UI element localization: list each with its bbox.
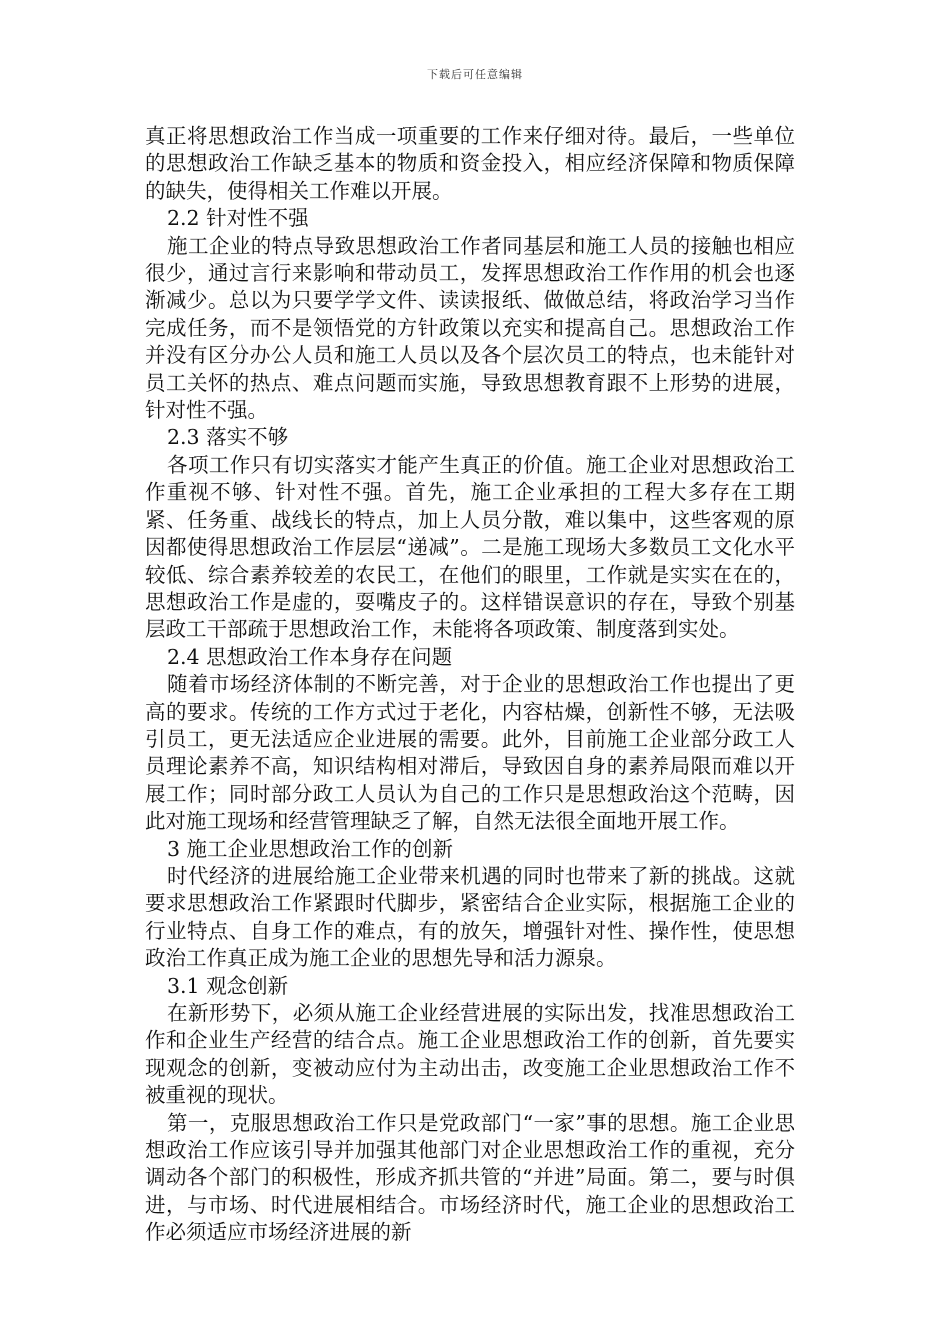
paragraph: 在新形势下，必须从施工企业经营进展的实际出发，找准思想政治工作和企业生产经营的结合点。施工企业思想政治工作的创新，首先要实现观念的创新，变被动应付为主动出击，改变施工企业思想政治工作不被重视的现状。 xyxy=(145,1001,795,1108)
section-heading: 3.1 观念创新 xyxy=(167,973,289,998)
section-heading: 2.4 思想政治工作本身存在问题 xyxy=(167,644,453,669)
paragraph: 第一，克服思想政治工作只是党政部门“一家”事的思想。施工企业思想政治工作应该引导并加强其他部门对企业思想政治工作的重视，充分调动各个部门的积极性，形成齐抓共管的“并进”局面。第二，要与时俱进，与市场、时代进展相结合。市场经济时代，施工企业的思想政治工作必须适应市场经济进展的新 xyxy=(145,1110,795,1245)
page-header-note: 下载后可任意编辑 xyxy=(427,68,523,81)
document-body xyxy=(145,123,795,1247)
paragraph: 各项工作只有切实落实才能产生真正的价值。施工企业对思想政治工作重视不够、针对性不强。首先，施工企业承担的工程大多存在工期紧、任务重、战线长的特点，加上人员分散，难以集中，这些客观的原因都使得思想政治工作层层“递减”。二是施工现场大多数员工文化水平较低、综合素养较差的农民工，在他们的眼里，工作就是实实在在的，思想政治工作是虚的，耍嘴皮子的。这样错误意识的存在，导致个别基层政工干部疏于思想政治工作，未能将各项政策、制度落到实处。 xyxy=(145,452,795,642)
paragraph: 时代经济的进展给施工企业带来机遇的同时也带来了新的挑战。这就要求思想政治工作紧跟时代脚步，紧密结合企业实际，根据施工企业的行业特点、自身工作的难点，有的放矢，增强针对性、操作性，使思想政治工作真正成为施工企业的思想先导和活力源泉。 xyxy=(145,863,795,971)
section-heading: 2.3 落实不够 xyxy=(167,425,289,450)
paragraph: 随着市场经济体制的不断完善，对于企业的思想政治工作也提出了更高的要求。传统的工作方式过于老化，内容枯燥，创新性不够，无法吸引员工，更无法适应企业进展的需要。此外，目前施工企业部分政工人员理论素养不高，知识结构相对滞后，导致因自身的素养局限而难以开展工作；同时部分政工人员认为自己的工作只是思想政治这个范畴，因此对施工现场和经营管理缺乏了解，自然无法很全面地开展工作。 xyxy=(145,672,795,834)
section-heading: 2.2 针对性不强 xyxy=(167,206,309,231)
paragraph: 施工企业的特点导致思想政治工作者同基层和施工人员的接触也相应很少，通过言行来影响和带动员工，发挥思想政治工作作用的机会也逐渐减少。总以为只要学学文件、读读报纸、做做总结，将政治学习当作完成任务，而不是领悟党的方针政策以充实和提高自己。思想政治工作并没有区分办公人员和施工人员以及各个层次员工的特点，也未能针对员工关怀的热点、难点问题而实施，导致思想教育跟不上形势的进展，针对性不强。 xyxy=(145,233,795,423)
section-heading: 3 施工企业思想政治工作的创新 xyxy=(167,836,454,861)
paragraph: 真正将思想政治工作当成一项重要的工作来仔细对待。最后，一些单位的思想政治工作缺乏基本的物质和资金投入，相应经济保障和物质保障的缺失，使得相关工作难以开展。 xyxy=(145,124,795,203)
